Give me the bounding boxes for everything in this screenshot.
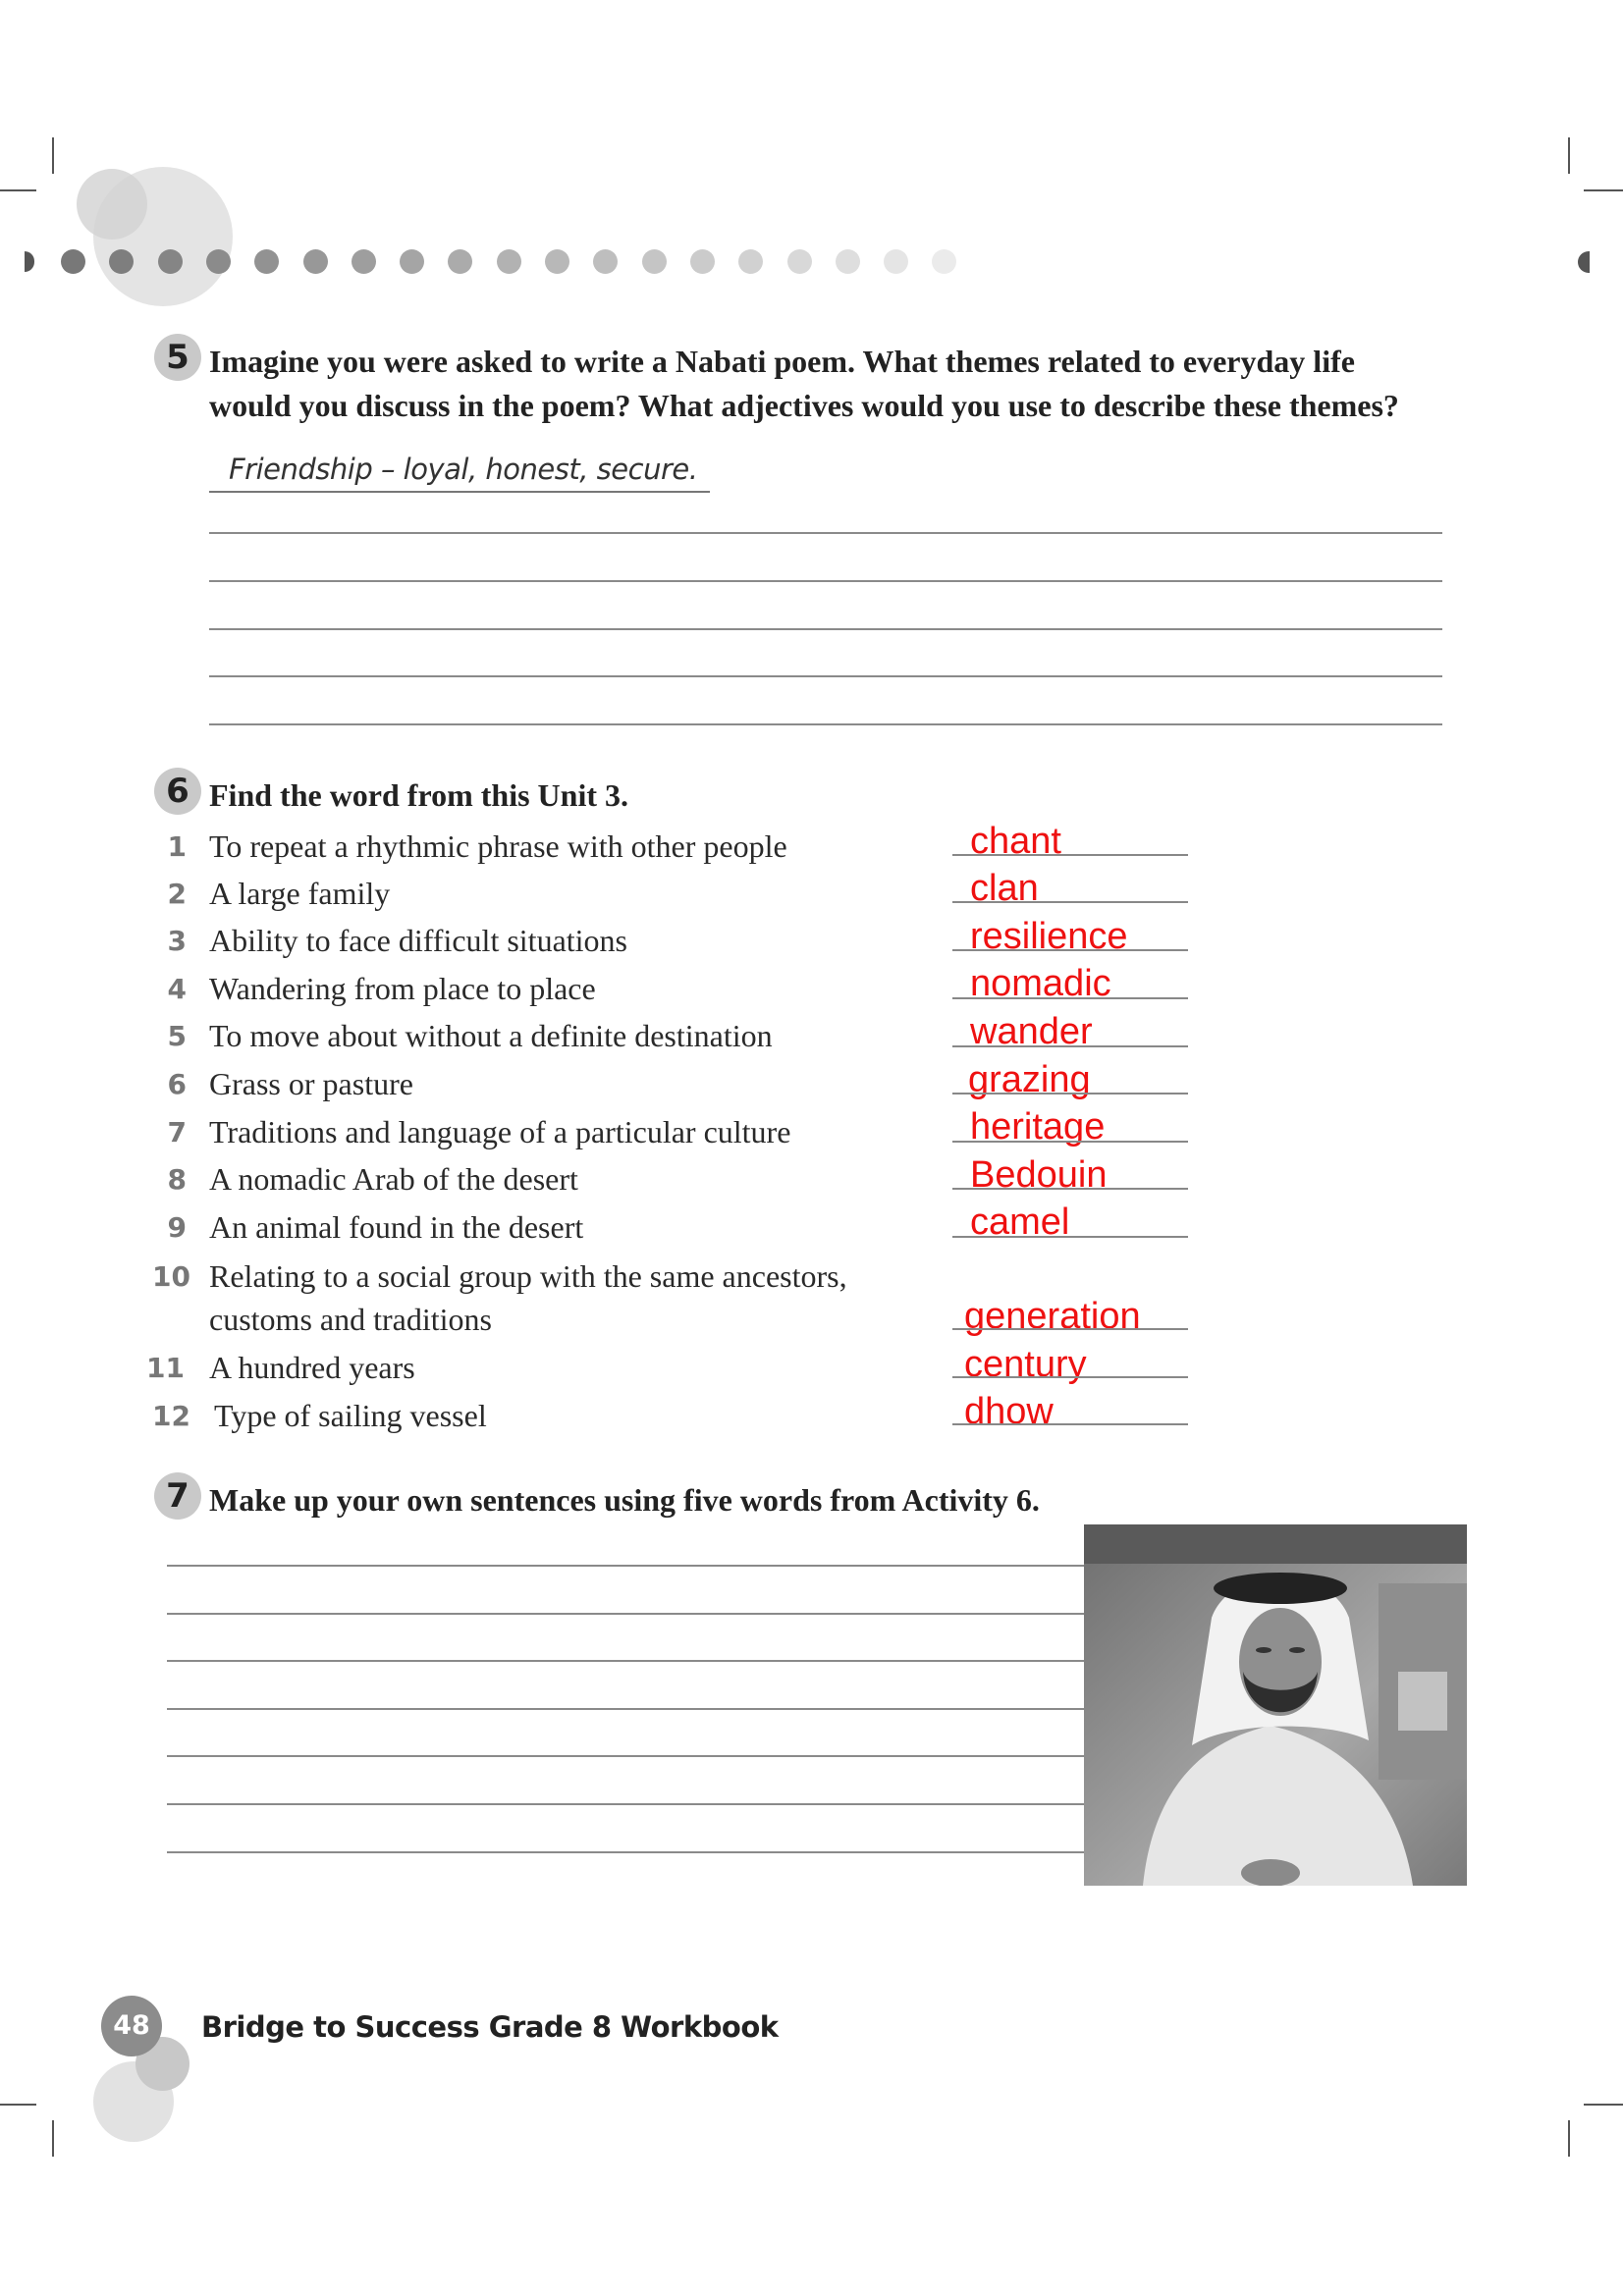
writing-line[interactable]: [167, 1613, 1084, 1615]
item-number: 8: [167, 1163, 187, 1196]
item-prompt: Ability to face difficult situations: [209, 923, 627, 958]
item-answer[interactable]: wander: [970, 1011, 1093, 1052]
answer-line: [952, 997, 1188, 999]
item-prompt: To move about without a definite destination: [209, 1018, 773, 1053]
writing-line[interactable]: [167, 1565, 1084, 1567]
writing-line[interactable]: [167, 1708, 1084, 1710]
answer-line: [952, 1328, 1188, 1330]
crop-mark-top-right-v: [1568, 137, 1570, 174]
decorative-dot: [593, 249, 618, 274]
decorative-dot: [400, 249, 424, 274]
decorative-dot: [787, 249, 812, 274]
decorative-dot: [690, 249, 715, 274]
decorative-dot: [497, 249, 521, 274]
activity-5-example-answer: Friendship – loyal, honest, secure.: [209, 448, 710, 493]
item-prompt: A nomadic Arab of the desert: [209, 1161, 578, 1197]
item-prompt: Type of sailing vessel: [214, 1398, 487, 1433]
item-answer[interactable]: Bedouin: [970, 1154, 1108, 1196]
item-answer[interactable]: clan: [970, 868, 1039, 909]
writing-line[interactable]: [167, 1851, 1084, 1853]
item-number: 3: [167, 925, 187, 957]
writing-line[interactable]: [167, 1803, 1084, 1805]
decorative-half-dot-left: [25, 251, 34, 272]
item-number: 1: [167, 830, 187, 863]
item-number: 12: [152, 1400, 190, 1432]
item-number: 4: [167, 973, 187, 1005]
crop-mark-top-right-h: [1584, 189, 1623, 191]
decorative-dot: [158, 249, 183, 274]
item-prompt: A large family: [209, 876, 391, 911]
decorative-dot: [206, 249, 231, 274]
item-answer[interactable]: century: [964, 1344, 1087, 1385]
crop-mark-bottom-left-h: [0, 2104, 36, 2106]
decorative-dot: [642, 249, 667, 274]
item-prompt-continued: customs and traditions: [209, 1302, 492, 1337]
item-answer[interactable]: nomadic: [970, 963, 1111, 1004]
crop-mark-top-left-v: [52, 137, 54, 174]
item-prompt: A hundred years: [209, 1350, 415, 1385]
decorative-dot: [545, 249, 569, 274]
answer-line: [952, 1423, 1188, 1425]
decorative-dot: [932, 249, 956, 274]
portrait-illustration: [1084, 1524, 1467, 1886]
writing-line[interactable]: [167, 1755, 1084, 1757]
activity-6-badge: 6: [154, 768, 201, 815]
activity-7-title: Make up your own sentences using five words from Activity 6.: [209, 1482, 1040, 1518]
activity-5-question-line-2: would you discuss in the poem? What adjectives would you use to describe these themes?: [209, 388, 1399, 423]
decorative-half-dot-right: [1578, 251, 1590, 273]
writing-line[interactable]: [167, 1660, 1084, 1662]
crop-mark-bottom-right-h: [1584, 2104, 1623, 2106]
item-answer[interactable]: generation: [964, 1296, 1141, 1337]
item-prompt: To repeat a rhythmic phrase with other people: [209, 828, 787, 864]
writing-line[interactable]: [209, 628, 1442, 630]
activity-6-title: Find the word from this Unit 3.: [209, 777, 628, 813]
activity-5-question-line-1: Imagine you were asked to write a Nabati poem. What themes related to everyday life: [209, 344, 1355, 379]
crop-mark-bottom-right-v: [1568, 2120, 1570, 2157]
answer-line: [952, 1141, 1188, 1143]
item-prompt: An animal found in the desert: [209, 1209, 584, 1245]
item-answer[interactable]: resilience: [970, 916, 1128, 957]
answer-line: [952, 1188, 1188, 1190]
answer-line: [952, 901, 1188, 903]
decorative-dot: [884, 249, 908, 274]
item-answer[interactable]: chant: [970, 821, 1061, 862]
item-answer[interactable]: dhow: [964, 1391, 1054, 1432]
item-number: 9: [167, 1211, 187, 1244]
answer-line: [952, 1045, 1188, 1047]
answer-line: [952, 949, 1188, 951]
page-number: 48: [101, 1996, 162, 2056]
crop-mark-top-left-h: [0, 189, 36, 191]
decorative-dot: [352, 249, 376, 274]
activity-5-badge: 5: [154, 334, 201, 381]
crop-mark-bottom-left-v: [52, 2120, 54, 2157]
answer-line: [952, 1236, 1188, 1238]
item-answer[interactable]: camel: [970, 1201, 1070, 1243]
item-number: 11: [146, 1352, 185, 1384]
decorative-dot: [448, 249, 472, 274]
book-title: Bridge to Success Grade 8 Workbook: [201, 2010, 779, 2044]
item-prompt: Wandering from place to place: [209, 971, 596, 1006]
item-number: 5: [167, 1020, 187, 1052]
writing-line[interactable]: [209, 675, 1442, 677]
item-number: 2: [167, 878, 187, 910]
item-answer[interactable]: grazing: [968, 1059, 1091, 1100]
decorative-dot: [61, 249, 85, 274]
item-prompt: Grass or pasture: [209, 1066, 413, 1101]
writing-line[interactable]: [209, 532, 1442, 534]
item-prompt: Traditions and language of a particular culture: [209, 1114, 791, 1149]
item-number: 10: [152, 1260, 190, 1293]
portrait-photo: [1084, 1524, 1467, 1886]
answer-line: [952, 854, 1188, 856]
decorative-circle-small: [77, 169, 147, 240]
answer-line: [952, 1376, 1188, 1378]
writing-line[interactable]: [209, 723, 1442, 725]
activity-7-badge: 7: [154, 1472, 201, 1520]
writing-line[interactable]: [209, 580, 1442, 582]
item-answer[interactable]: heritage: [970, 1106, 1106, 1148]
decorative-dot: [254, 249, 279, 274]
decorative-dot: [303, 249, 328, 274]
decorative-dot: [836, 249, 860, 274]
item-number: 7: [167, 1116, 187, 1148]
answer-line: [952, 1093, 1188, 1095]
item-prompt: Relating to a social group with the same ancestors,: [209, 1258, 847, 1294]
item-number: 6: [167, 1068, 187, 1100]
decorative-dot: [738, 249, 763, 274]
